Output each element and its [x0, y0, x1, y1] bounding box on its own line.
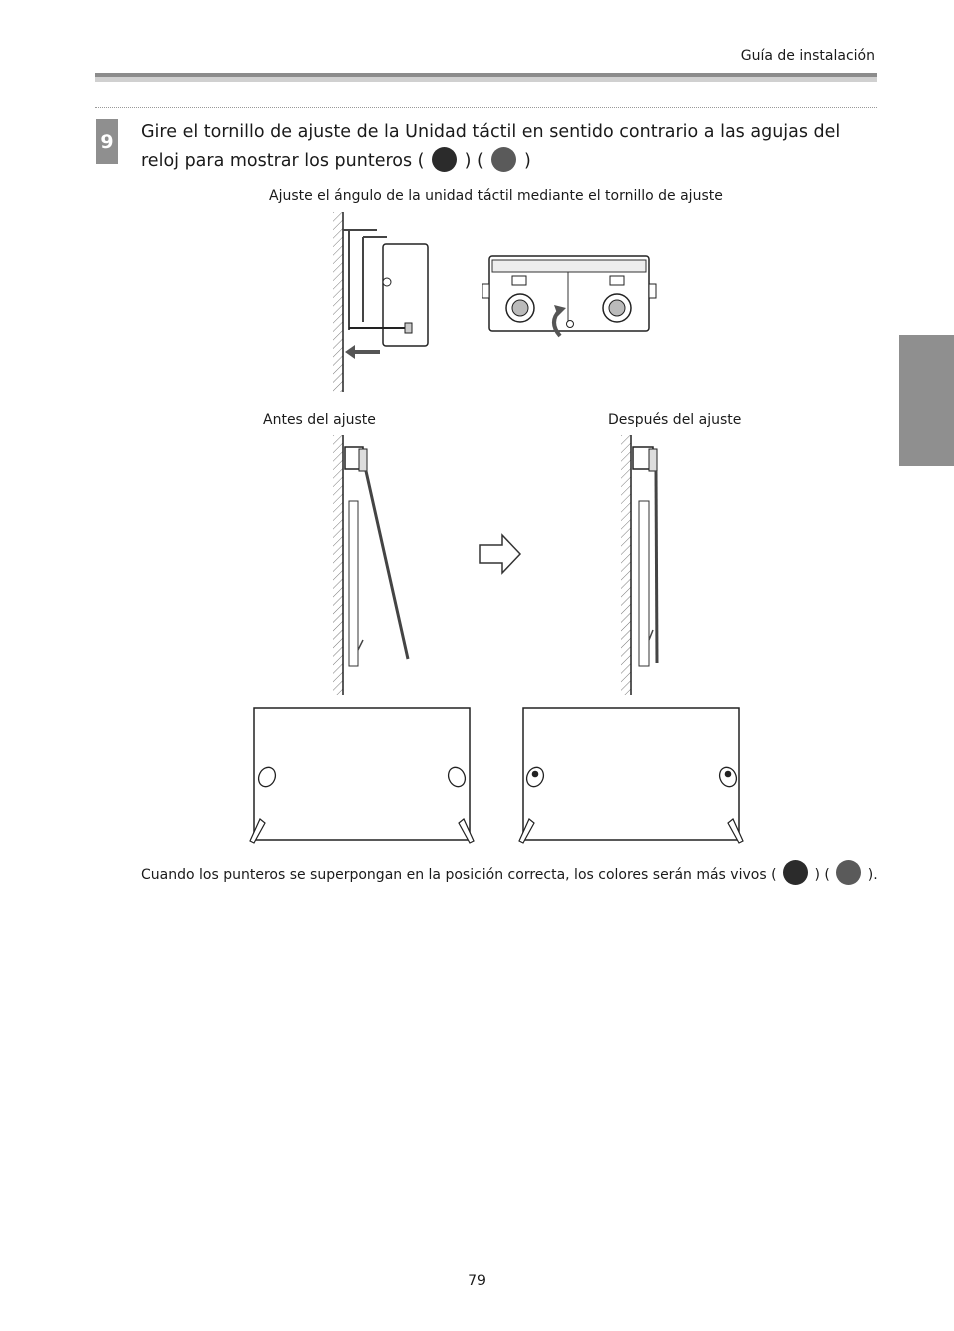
section-divider: [95, 107, 877, 108]
note-text-end: ).: [867, 867, 878, 883]
note-text: [141, 860, 901, 885]
page-number: 79: [468, 1273, 486, 1289]
step-text-part1: Gire el tornillo de ajuste de la Unidad táctil en sentido contrario a las agujas del reloj para mostrar los punteros (: [141, 122, 841, 171]
pointer-gray-icon: [491, 147, 516, 172]
figure-caption-top: Ajuste el ángulo de la unidad táctil mediante el tornillo de ajuste: [269, 188, 723, 204]
header-title: Guía de instalación: [740, 48, 875, 64]
before-front-view-screen: [246, 705, 476, 845]
step-text-sep: ) (: [464, 151, 484, 171]
header-rule: [95, 73, 877, 82]
pointer-dark-icon: [783, 860, 808, 885]
touch-unit-illustration: [482, 250, 660, 345]
label-before-adjustment: Antes del ajuste: [263, 412, 376, 428]
before-side-view-illustration: [325, 435, 420, 697]
after-front-view-screen: [516, 705, 746, 845]
side-tab-marker: [899, 335, 954, 466]
pointer-dark-icon: [432, 147, 457, 172]
step-number-badge: 9: [96, 119, 118, 164]
pointer-gray-icon: [836, 860, 861, 885]
label-after-adjustment: Después del ajuste: [608, 412, 742, 428]
arrow-right-icon: [478, 533, 522, 575]
step-text-end: ): [524, 151, 531, 171]
note-text-sep: ) (: [814, 867, 830, 883]
after-side-view-illustration: [613, 435, 683, 697]
step-instruction: [141, 118, 881, 176]
side-view-adjustment-illustration: [325, 212, 445, 397]
note-text-part1: Cuando los punteros se superpongan en la posición correcta, los colores serán más vivos (: [141, 867, 777, 883]
